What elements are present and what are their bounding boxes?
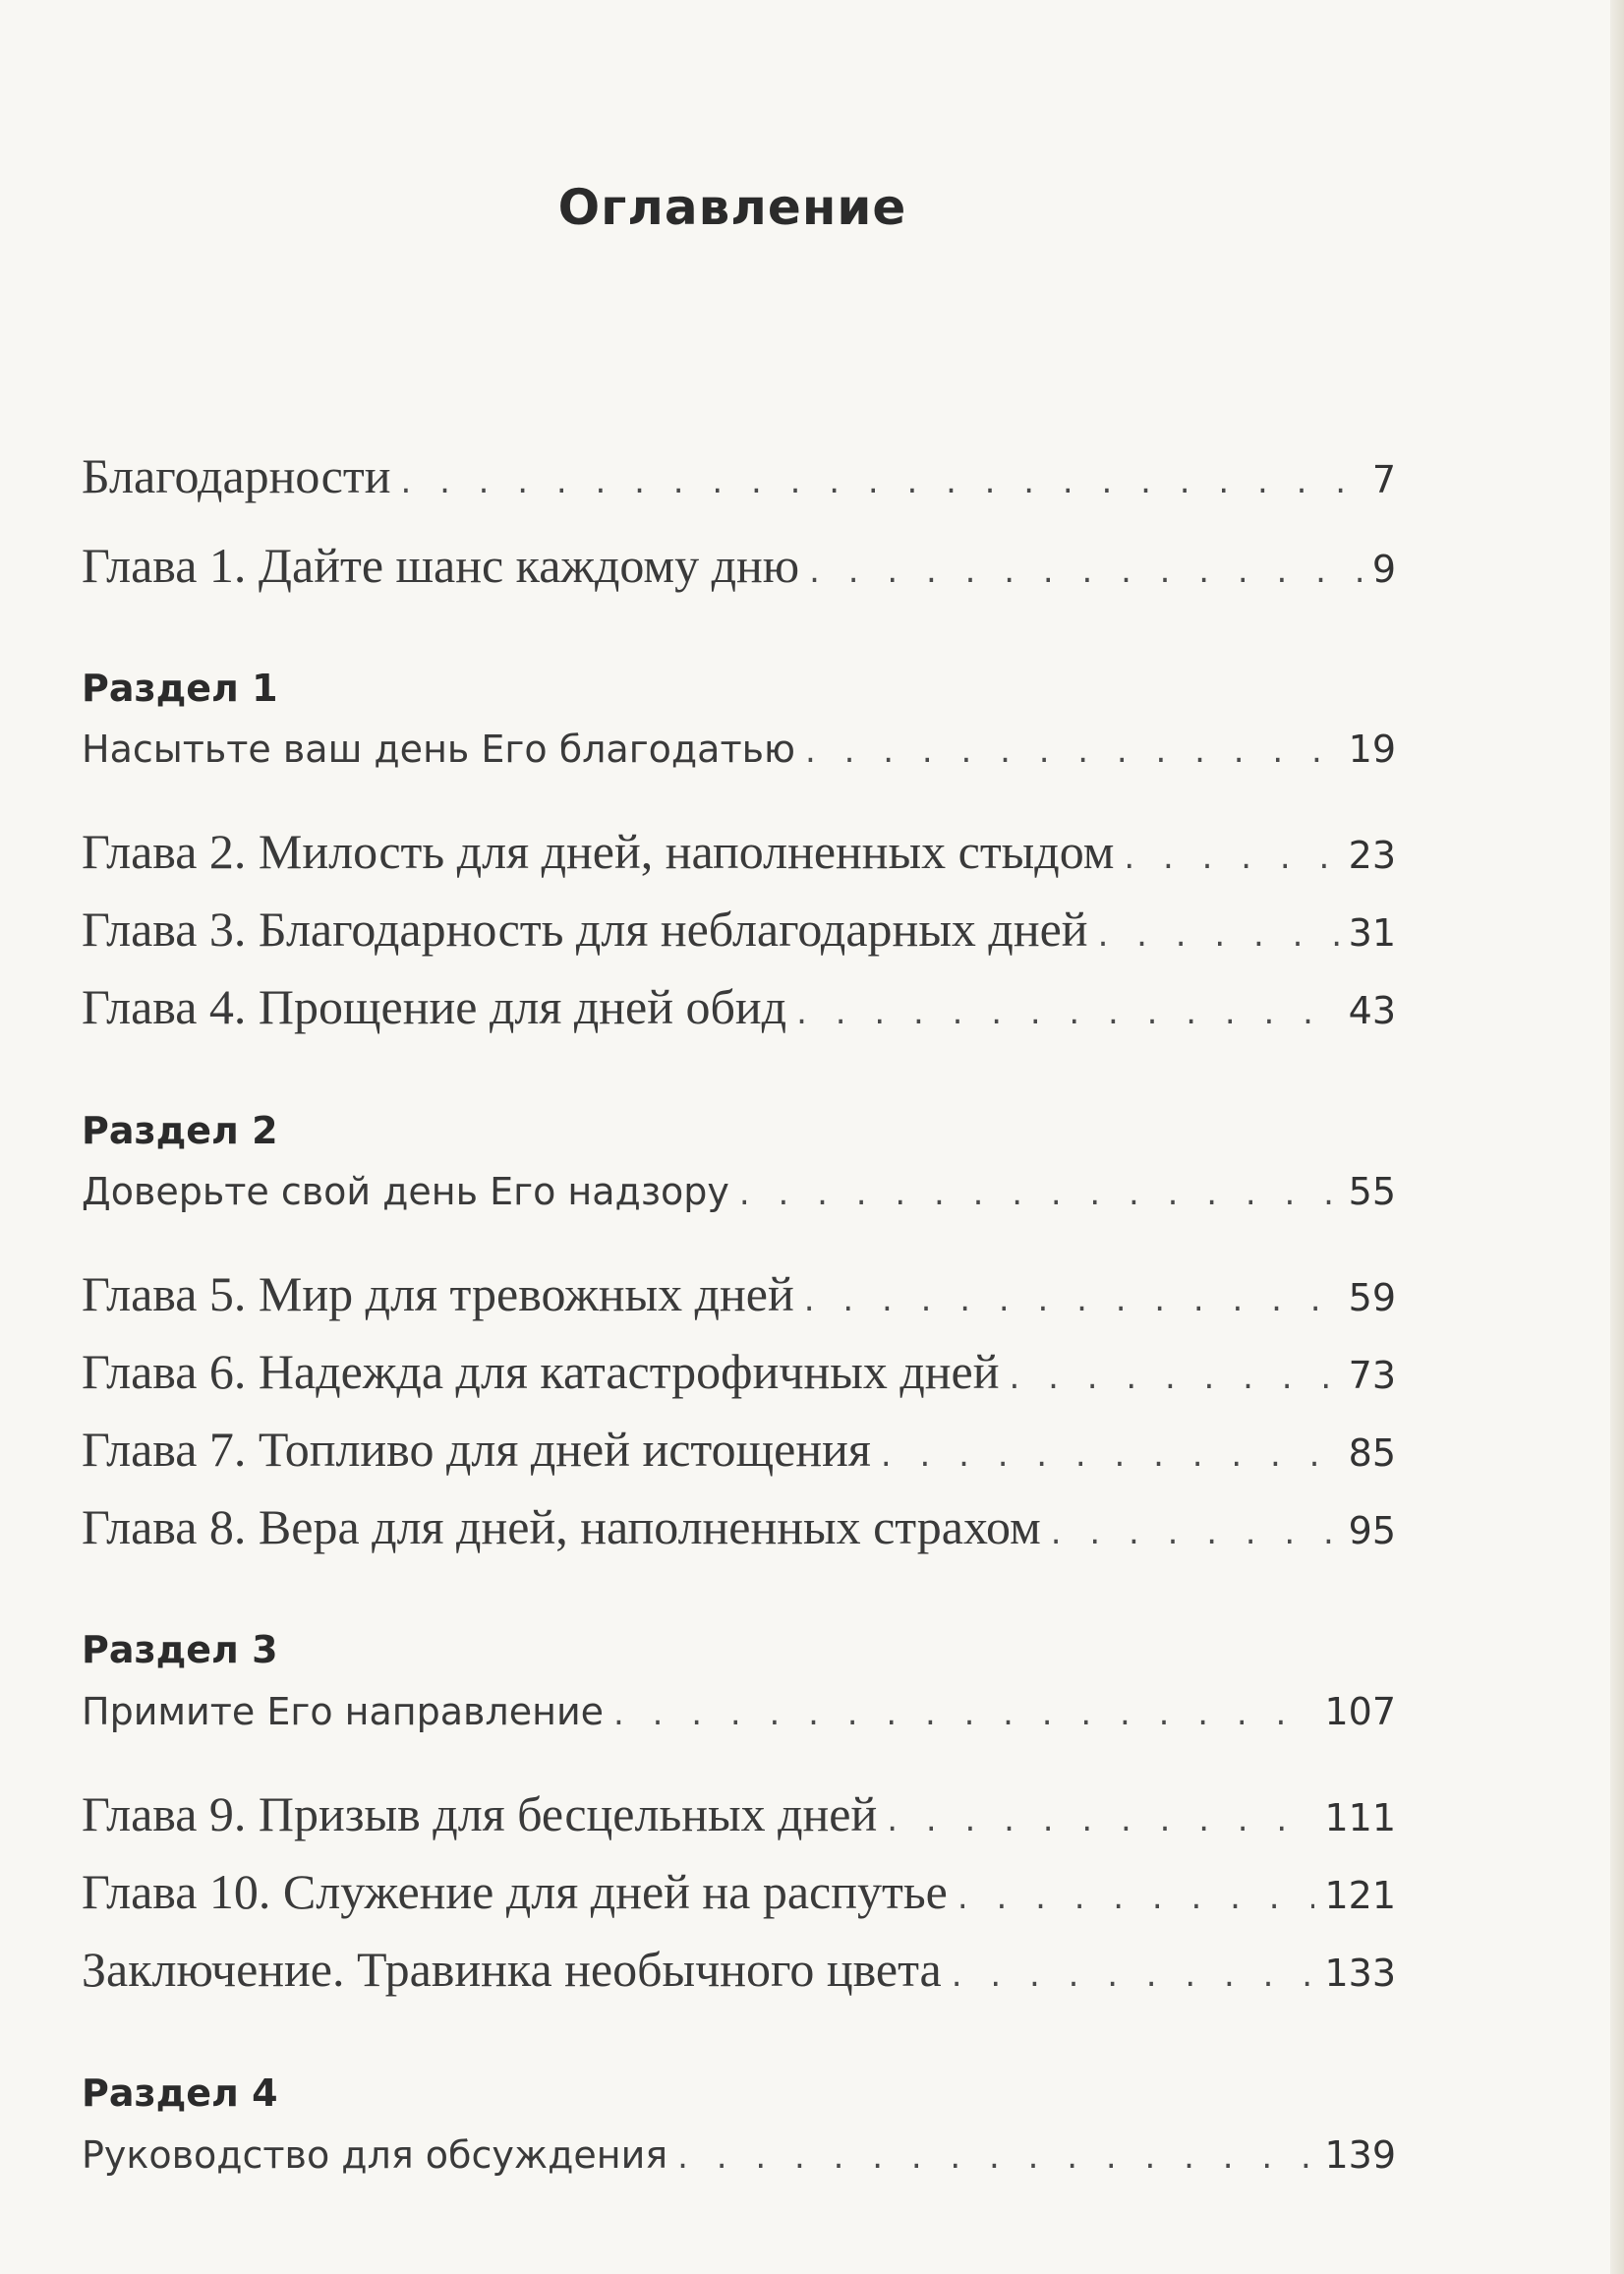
toc-page-number: 73 (1348, 1354, 1396, 1397)
page-title: Оглавление (557, 179, 907, 236)
dot-leader (1124, 838, 1338, 877)
dot-leader (804, 1280, 1339, 1319)
toc-entry-label: Благодарности (82, 448, 391, 503)
toc-page-number: 55 (1348, 1170, 1396, 1213)
dot-leader (805, 731, 1339, 771)
dot-leader (677, 2137, 1314, 2177)
dot-leader (739, 1174, 1339, 1213)
toc-page-number: 107 (1324, 1690, 1396, 1733)
toc-section-2-subtitle[interactable] (82, 1170, 1396, 1213)
dot-leader (613, 1694, 1314, 1733)
toc-section-1-subtitle[interactable] (82, 728, 1396, 771)
toc-page-number: 43 (1348, 989, 1396, 1032)
toc-entry-label: Глава 6. Надежда для катастрофичных дней (82, 1344, 1000, 1399)
toc-entry-label: Глава 1. Дайте шанс каждому дню (82, 538, 800, 593)
section-heading-1: Раздел 1 (82, 667, 278, 710)
toc-entry-label: Глава 8. Вера для дней, наполненных страхом (82, 1499, 1041, 1554)
toc-page-number: 95 (1348, 1509, 1396, 1552)
toc-page-number: 31 (1348, 911, 1396, 955)
toc-entry-label: Доверьте свой день Его надзору (82, 1170, 729, 1213)
toc-entry-chapter-7[interactable] (82, 1421, 1396, 1478)
toc-entry-label: Глава 7. Топливо для дней истощения (82, 1422, 871, 1477)
toc-entry-chapter-5[interactable] (82, 1265, 1396, 1322)
toc-entry-label: Примите Его направление (82, 1690, 605, 1733)
toc-entry-chapter-9[interactable] (82, 1785, 1396, 1842)
toc-section-3-subtitle[interactable] (82, 1690, 1396, 1733)
toc-entry-chapter-2[interactable] (82, 823, 1396, 880)
dot-leader (881, 1435, 1339, 1475)
toc-entry-label: Глава 10. Служение для дней на распутье (82, 1864, 948, 1919)
toc-page-number: 139 (1324, 2133, 1396, 2177)
toc-entry-chapter-8[interactable] (82, 1498, 1396, 1555)
dot-leader (952, 1955, 1315, 1995)
dot-leader (957, 1878, 1315, 1917)
toc-entry-label: Глава 5. Мир для тревожных дней (82, 1266, 794, 1321)
toc-page-number: 9 (1371, 548, 1396, 591)
toc-entry-label: Заключение. Травинка необычного цвета (82, 1942, 942, 1997)
toc-page-number: 59 (1348, 1276, 1396, 1319)
section-heading-4: Раздел 4 (82, 2071, 278, 2115)
toc-page-number: 23 (1348, 834, 1396, 877)
toc-page-number: 19 (1348, 728, 1396, 771)
dot-leader (1051, 1513, 1339, 1552)
toc-entry-chapter-6[interactable] (82, 1343, 1396, 1400)
dot-leader (1009, 1358, 1338, 1397)
toc-entry-label: Глава 3. Благодарность для неблагодарных дней (82, 902, 1088, 957)
toc-page-number: 111 (1324, 1796, 1396, 1839)
toc-entry-chapter-1[interactable] (82, 537, 1396, 594)
toc-entry-chapter-10[interactable] (82, 1863, 1396, 1920)
section-heading-3: Раздел 3 (82, 1628, 278, 1671)
toc-entry-chapter-4[interactable] (82, 978, 1396, 1035)
toc-entry-conclusion[interactable] (82, 1941, 1396, 1998)
dot-leader (887, 1800, 1314, 1839)
dot-leader (1098, 915, 1339, 955)
toc-entry-label: Глава 4. Прощение для дней обид (82, 979, 787, 1034)
toc-entry-label: Глава 2. Милость для дней, наполненных стыдом (82, 824, 1115, 879)
toc-entry-label: Глава 9. Призыв для бесцельных дней (82, 1786, 878, 1841)
toc-page-number: 121 (1324, 1874, 1396, 1917)
dot-leader (796, 993, 1339, 1032)
toc-page-number: 7 (1371, 458, 1396, 501)
toc-section-4-subtitle[interactable] (82, 2133, 1396, 2177)
dot-leader (809, 552, 1363, 591)
toc-entry-label: Насытьте ваш день Его благодатью (82, 728, 795, 771)
page-edge (1610, 0, 1624, 2274)
dot-leader (400, 462, 1362, 501)
toc-page-number: 85 (1348, 1431, 1396, 1475)
toc-entry-chapter-3[interactable] (82, 901, 1396, 958)
toc-entry-label: Руководство для обсуждения (82, 2133, 668, 2177)
section-heading-2: Раздел 2 (82, 1109, 278, 1152)
toc-entry-acknowledgements[interactable] (82, 447, 1396, 504)
toc-page-number: 133 (1324, 1952, 1396, 1995)
